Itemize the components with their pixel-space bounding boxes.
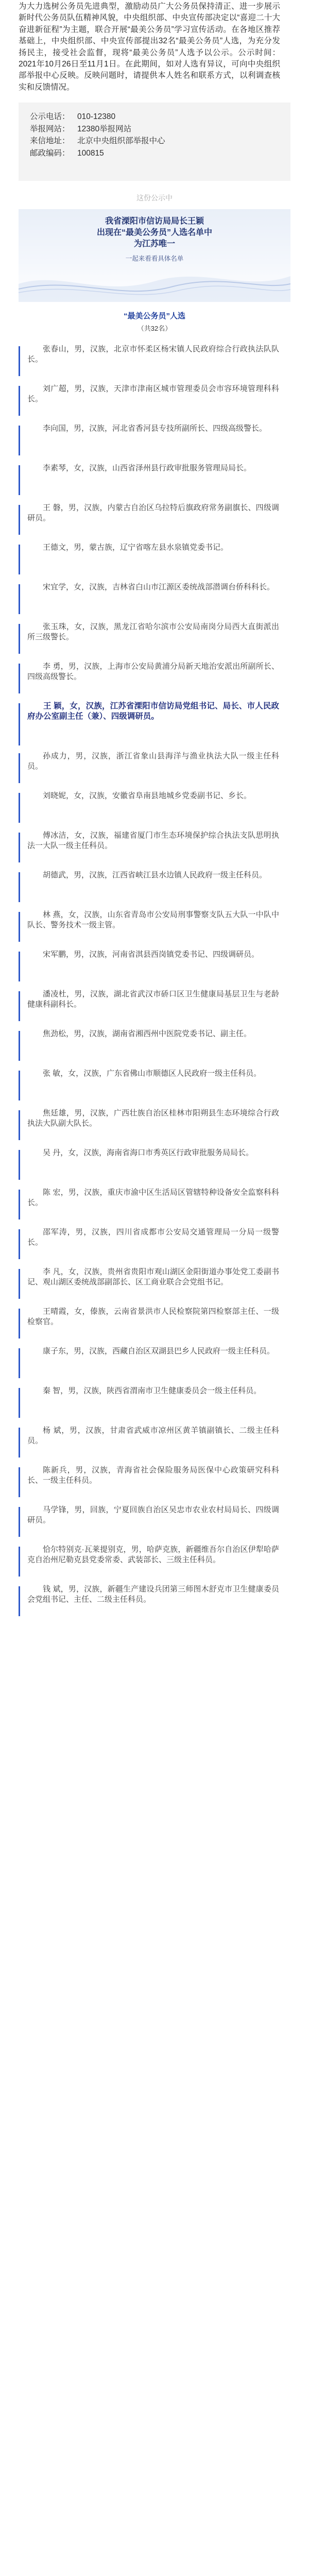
entry-accent-bar [19, 505, 20, 535]
candidate-entry [19, 989, 279, 1029]
candidate-text: 王德文，男，蒙古族，辽宁省喀左县水泉镇党委书记。 [43, 543, 229, 552]
candidate-entry [19, 1267, 279, 1307]
candidate-entry [19, 1505, 279, 1545]
candidate-text: 宋宜学，女，汉族，吉林省白山市江源区委统战部潜调台侨科科长。 [43, 583, 275, 592]
candidate-entry [19, 622, 279, 662]
contact-label: 邮政编码： [30, 148, 70, 158]
ribbon-decoration [19, 261, 290, 302]
candidate-entry [19, 503, 279, 543]
header-banner [19, 209, 290, 305]
candidate-list [0, 344, 309, 1624]
entry-accent-bar [19, 1547, 20, 1577]
candidate-text: 宋军鹏，男，汉族，河南省淇县西岗镇党委书记、四级调研员。 [43, 950, 260, 959]
contact-value: 010-12380 [77, 112, 116, 122]
candidate-entry [19, 582, 279, 622]
candidate-text: 钱 斌，男，汉族，新疆生产建设兵团第三师图木舒克市卫生健康委员会党组书记、主任、二级主任科员。 [27, 1585, 279, 1604]
candidate-entry [19, 384, 279, 423]
featured-candidate-entry [19, 701, 279, 751]
candidate-entry [19, 1426, 279, 1465]
candidate-text: 胡德武，男，汉族，江西省峡江县水边镇人民政府一级主任科员。 [43, 871, 267, 880]
reminder-text: 这份公示中 [136, 194, 173, 202]
contact-row [30, 123, 290, 135]
contact-row [30, 111, 290, 123]
candidate-entry [19, 662, 279, 701]
candidate-text: 恰尔特别克·瓦莱提别克，男，哈萨克族，新疆维吾尔自治区伊犁哈萨克自治州尼勒克县党委常委、武装部长、三级主任科员。 [27, 1545, 279, 1564]
candidate-entry [19, 344, 279, 384]
entry-accent-bar [19, 1150, 20, 1180]
candidate-text: 康子东，男，汉族，西藏自治区双湖县巴乡人民政府一级主任科员。 [43, 1347, 275, 1356]
candidate-text: 王 磐，男，汉族，内蒙古自治区乌拉特后旗政府常务副旗长、四级调研员。 [27, 503, 279, 522]
entry-accent-bar [19, 346, 20, 376]
candidate-text: 傅冰洁，女，汉族，福建省厦门市生态环境保护综合执法支队思明执法一大队一级主任科员。 [27, 831, 279, 850]
entry-accent-bar [19, 1507, 20, 1537]
entry-accent-bar [19, 1269, 20, 1299]
candidate-text: 林 燕，女，汉族，山东省青岛市公安局刑事警察支队五大队一中队中队长、警务技术一级主管。 [27, 910, 279, 929]
entry-accent-bar [19, 1388, 20, 1418]
contact-label: 公示电话： [30, 112, 70, 122]
candidate-entry [19, 1346, 279, 1386]
candidate-entry [19, 831, 279, 870]
candidate-text: 马学锋，男，回族，宁夏回族自治区吴忠市农业农村局局长、四级调研员。 [27, 1505, 279, 1524]
header-line-3: 为江苏唯一 [133, 240, 175, 249]
header-line-2: 出现在“最美公务员”人选名单中 [96, 228, 212, 238]
entry-accent-bar [19, 465, 20, 495]
candidate-text: 刘晓妮，女，汉族，安徽省阜南县地城乡党委副书记、乡长。 [43, 791, 252, 801]
entry-accent-bar [19, 1428, 20, 1458]
candidate-entry [19, 950, 279, 989]
entry-accent-bar [19, 664, 20, 693]
candidate-entry [19, 1307, 279, 1346]
candidate-entry [19, 870, 279, 910]
entry-accent-bar [19, 793, 20, 823]
candidate-entry [19, 791, 279, 831]
list-title: “最美公务员”人选 [123, 312, 185, 321]
candidate-entry [19, 1545, 279, 1584]
contact-label: 举报网站： [30, 124, 70, 133]
entry-accent-bar [19, 426, 20, 455]
candidate-entry [19, 910, 279, 950]
candidate-text: 王 颖，女，汉族，江苏省溧阳市信访局党组书记、局长、市人民政府办公室副主任（兼）、四级调研员。 [27, 702, 279, 721]
entry-accent-bar [19, 545, 20, 574]
entry-accent-bar [19, 833, 20, 862]
candidate-text: 李向国，男，汉族，河北省香河县专技所副所长、四级高级警长。 [43, 424, 267, 433]
candidate-text: 焦劲松，男，汉族，湖南省湘西州中医院党委书记、副主任。 [43, 1029, 252, 1039]
entry-accent-bar [19, 386, 20, 416]
entry-accent-bar [19, 624, 20, 654]
contact-row [30, 135, 290, 147]
candidate-text: 李 勇，男，汉族，上海市公安局黄浦分局新天地治安派出所副所长、四级高级警长。 [27, 662, 279, 681]
entry-accent-bar [19, 1229, 20, 1259]
entry-accent-bar [19, 753, 20, 783]
candidate-text: 陈 宏，男，汉族，重庆市渝中区生活局区管辖特种设备安全监察科科长。 [27, 1188, 279, 1207]
candidate-entry [19, 1029, 279, 1069]
entry-accent-bar [19, 1586, 20, 1616]
candidate-text: 陈新兵，男，汉族，青海省社会保险服务局医保中心政策研究科科长、一级主任科员。 [27, 1466, 279, 1485]
candidate-entry [19, 1069, 279, 1108]
list-count: （共32名） [137, 325, 172, 333]
entry-accent-bar [19, 1071, 20, 1100]
candidate-text: 李 凡，女，汉族，贵州省贵阳市观山湖区金阳街道办事处党工委副书记、观山湖区委统战部副部长、区工商业联合会党组书记。 [27, 1267, 279, 1286]
contact-label: 来信地址： [30, 137, 70, 146]
candidate-entry [19, 1386, 279, 1426]
entry-accent-bar [19, 1110, 20, 1140]
entry-accent-bar [19, 1348, 20, 1378]
entry-accent-bar [19, 1031, 20, 1061]
candidate-entry [19, 1465, 279, 1505]
candidate-text: 王晴霞，女，傣族，云南省景洪市人民检察院第四检察部主任、一级检察官。 [27, 1307, 279, 1326]
candidate-entry [19, 1584, 279, 1624]
contact-value: 北京中央组织部举报中心 [77, 137, 165, 146]
contact-row [30, 147, 290, 160]
candidate-text: 李素琴，女，汉族，山西省泽州县行政审批服务管理局局长。 [43, 464, 252, 473]
candidate-text: 张春山，男，汉族，北京市怀柔区杨宋镇人民政府综合行政执法队队长。 [27, 345, 279, 364]
contact-value: 100815 [77, 148, 104, 158]
candidate-text: 潘凌杜，男，汉族，湖北省武汉市硚口区卫生健康局基层卫生与老龄健康科副科长。 [27, 990, 279, 1009]
entry-accent-bar [19, 952, 20, 981]
entry-accent-bar [19, 703, 20, 745]
entry-accent-bar [19, 1467, 20, 1497]
candidate-entry [19, 543, 279, 582]
entry-accent-bar [19, 872, 20, 902]
entry-accent-bar [19, 991, 20, 1021]
candidate-entry [19, 1188, 279, 1227]
candidate-text: 张玉珠，女，汉族，黑龙江省哈尔滨市公安局南岗分局西大直街派出所三级警长。 [27, 622, 279, 641]
candidate-entry [19, 423, 279, 463]
header-subtitle: 一起来看看具体名单 [125, 255, 184, 263]
candidate-text: 秦 智，男，汉族，陕西省渭南市卫生健康委员会一级主任科员。 [43, 1386, 262, 1396]
candidate-entry [19, 463, 279, 503]
candidate-text: 邵军涛，男，汉族，四川省成都市公安局交通管理局一分局一级警长。 [27, 1228, 279, 1247]
entry-accent-bar [19, 1190, 20, 1219]
candidate-text: 吴 丹，女，汉族，海南省海口市秀英区行政审批服务局局长。 [43, 1148, 254, 1158]
candidate-text: 张 敏，女，汉族，广东省佛山市顺德区人民政府一级主任科员。 [43, 1069, 262, 1078]
candidate-entry [19, 1148, 279, 1188]
entry-accent-bar [19, 584, 20, 614]
candidate-text: 孙成力，男，汉族，浙江省象山县海洋与渔业执法大队一级主任科员。 [27, 752, 279, 771]
candidate-text: 杨 斌，男，汉族，甘肃省武威市凉州区黄羊镇副镇长、二级主任科员。 [27, 1426, 279, 1445]
candidate-entry [19, 1227, 279, 1267]
candidate-entry [19, 751, 279, 791]
contact-value: 12380举报网站 [77, 124, 132, 133]
candidate-text: 焦廷雄，男，汉族，广西壮族自治区桂林市阳朔县生态环境综合行政执法大队副大队长。 [27, 1109, 279, 1128]
entry-accent-bar [19, 912, 20, 942]
entry-accent-bar [19, 1309, 20, 1338]
candidate-text: 刘广超，男，汉族，天津市津南区城市管理委员会市容环境管理科科长。 [27, 384, 279, 403]
candidate-entry [19, 1108, 279, 1148]
contact-card [19, 103, 290, 181]
intro-paragraph: 为大力选树公务员先进典型，激励动员广大公务员保持清正、进一步展示新时代公务员队伍精神风貌，中央组织部、中央宣传部决定以“喜迎二十大 奋进新征程”为主题，联合开展“最美公务员”学习宣传活动。在各地区推荐基础上，中央组织部、中央宣传部提出32名“最美公务员”人选，为充分发扬民主，接受社会监督，现将“最美公务员”人选予以公示。公示时间：2021年10月26日至11月1日。在此期间，如对人选有异议，可向中央组织部举报中心反映。反映问题时，请提供本人姓名和联系方式，以利调查核实和反馈情况。 [19, 2, 280, 92]
header-line-1: 我省溧阳市信访局局长王颖 [105, 217, 204, 226]
